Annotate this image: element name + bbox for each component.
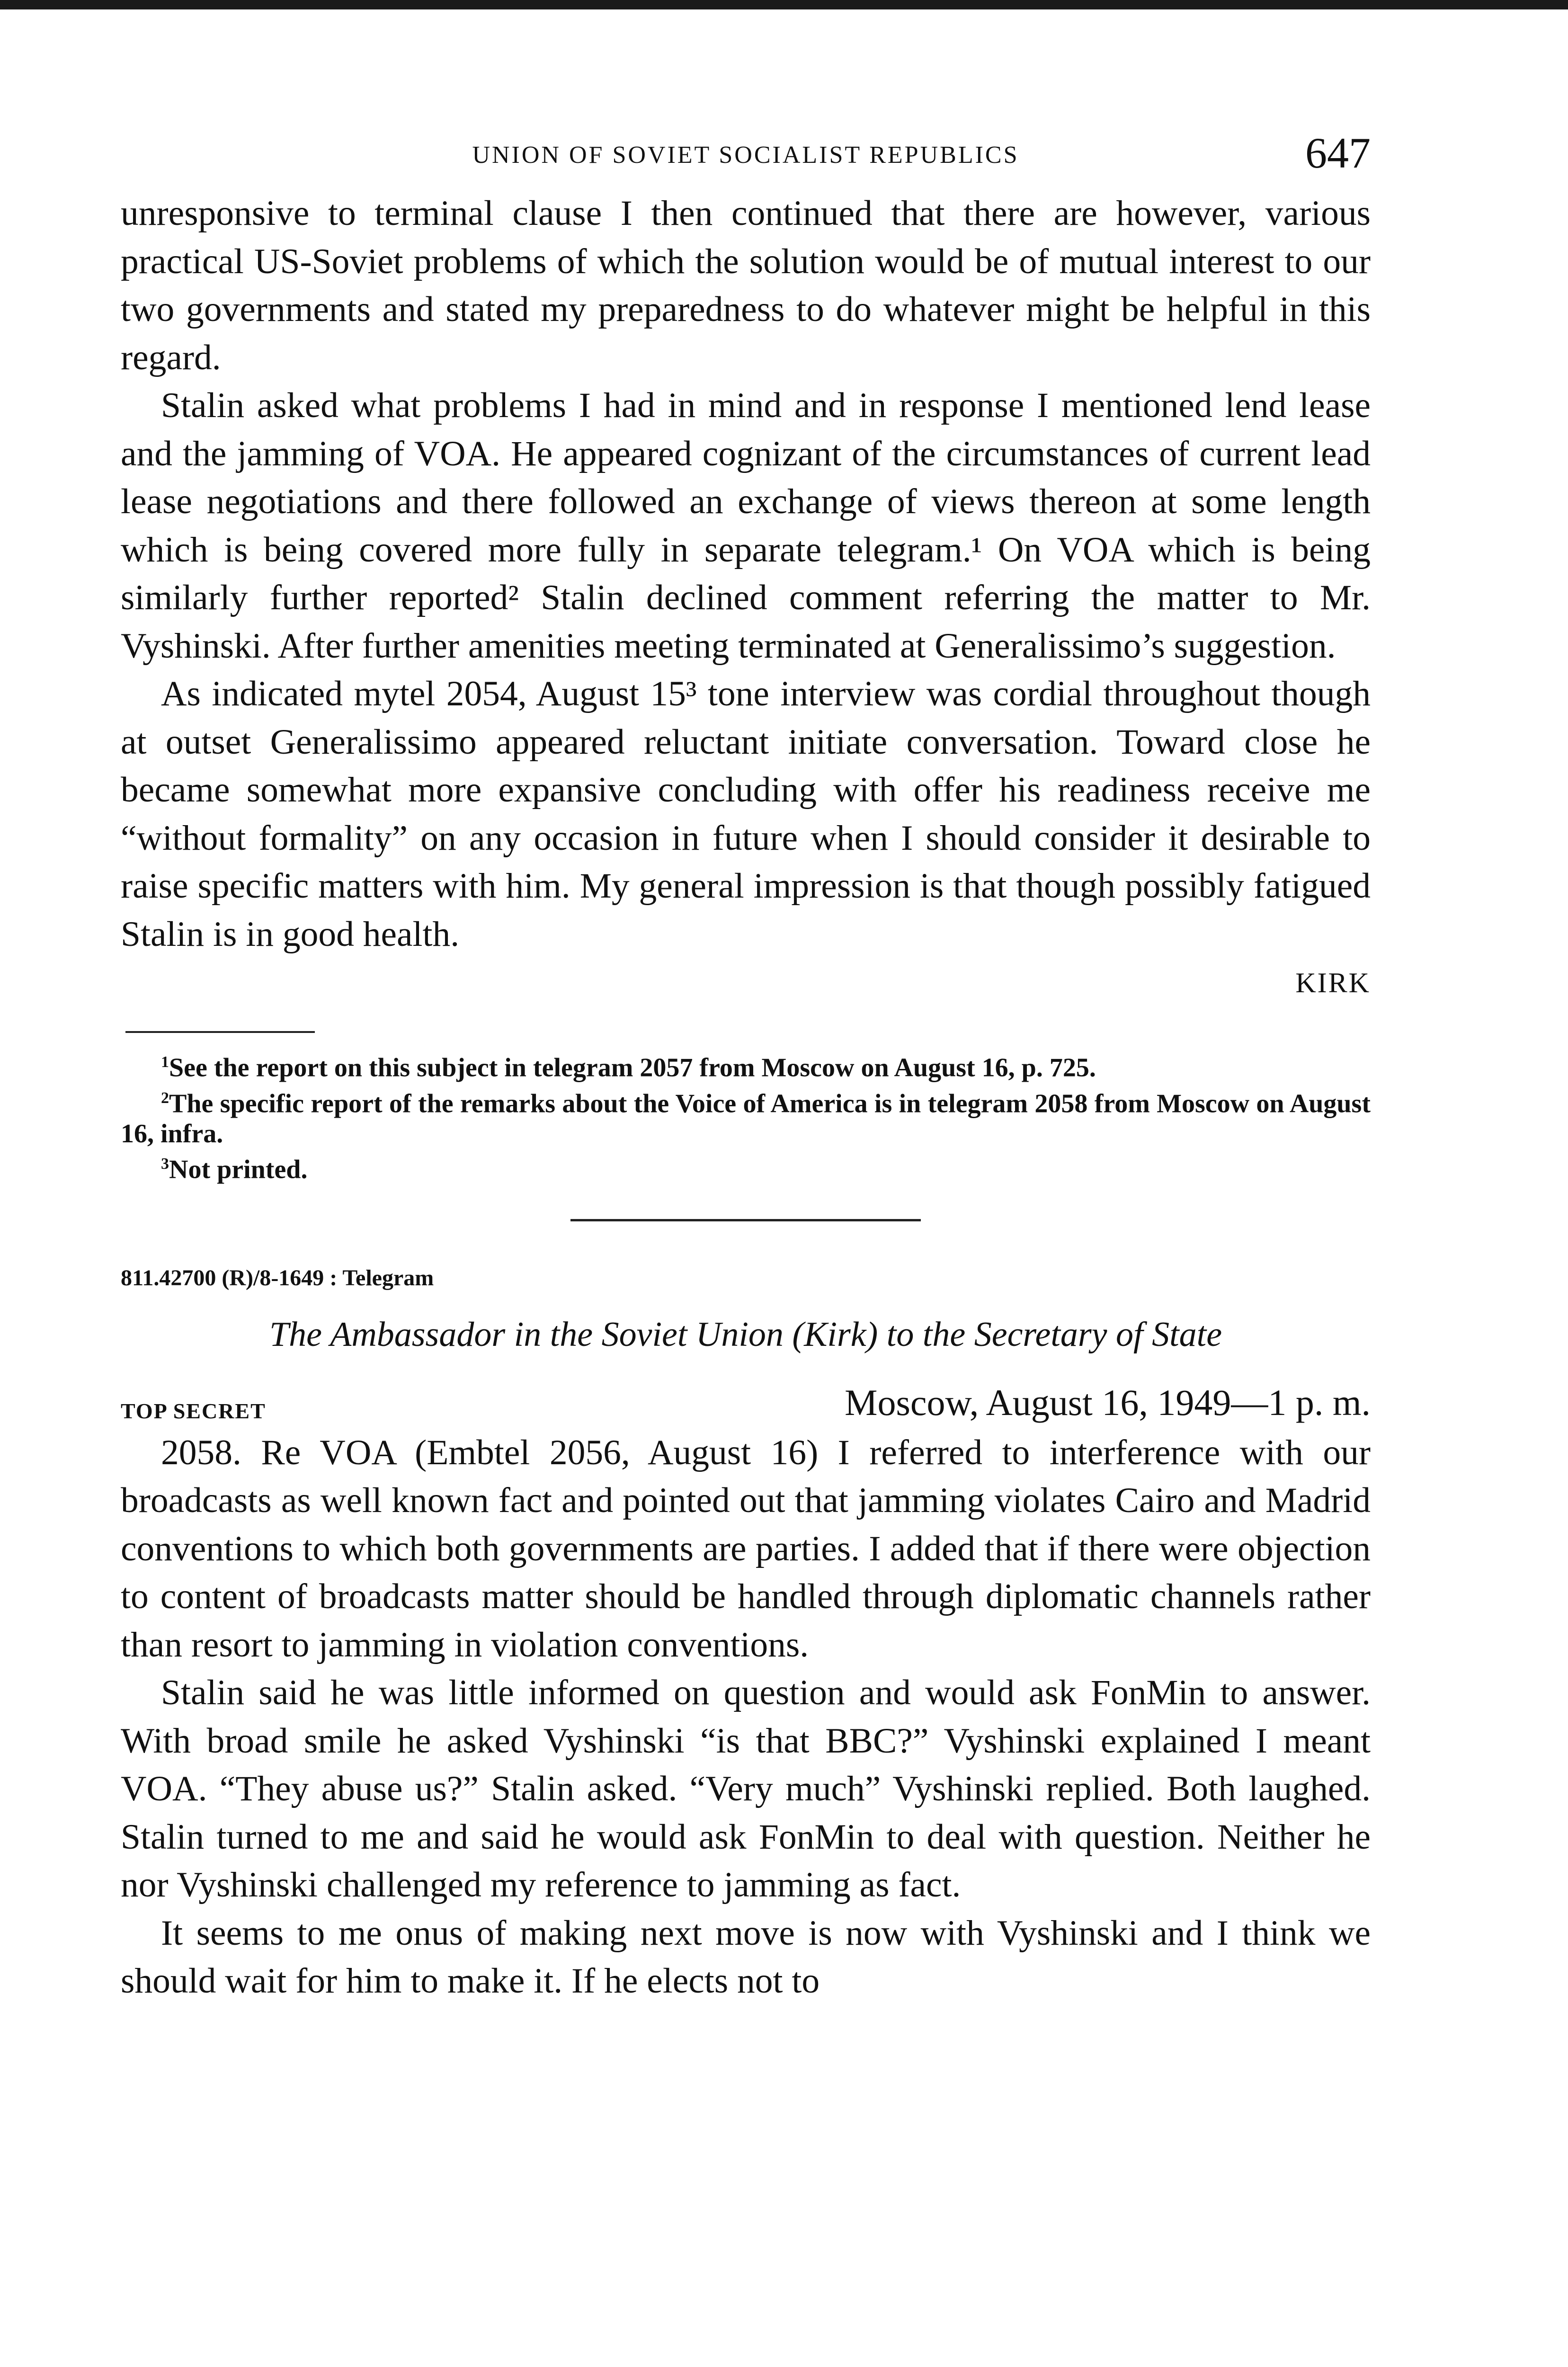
footnote [121, 1047, 1371, 1083]
top-border-rule [0, 0, 1568, 9]
body-paragraph: unresponsive to terminal clause I then continued that there are however, various practical US-Soviet problems of which the solution would be of mutual interest to our two governments and stated my preparedness to do whatever might be helpful in this regard. [121, 194, 1371, 377]
dateline-row [121, 1381, 1371, 1429]
footnote-text: Not printed. [169, 1155, 308, 1184]
body-paragraph: It seems to me onus of making next move is now with Vyshinski and I think we should wait for him to make it. If he elects not to [121, 1913, 1371, 2001]
signature: KIRK [1295, 967, 1371, 998]
file-number: 811.42700 (R)/8-1649 : Telegram [121, 1265, 434, 1290]
footnote [121, 1083, 1371, 1149]
body-paragraph: As indicated mytel 2054, August 15³ tone interview was cordial throughout though at outset Generalissimo appeared reluctant initiate conversation. Toward close he became somewhat more expansive concluding with offer his readiness receive me “without formality” on any occasion in future when I should consider it desirable to raise specific matters with him. My general impression is that though possibly fatigued Stalin is in good health. [121, 674, 1371, 954]
footnote-text: See the report on this subject in telegram 2057 from Moscow on August 16, p. 725. [169, 1053, 1096, 1083]
footnote [121, 1149, 1371, 1185]
running-head-title: UNION OF SOVIET SOCIALIST REPUBLICS [472, 142, 1019, 169]
footnote-marker: 1 [161, 1053, 169, 1071]
footnotes [121, 1047, 1371, 1185]
dateline: Moscow, August 16, 1949—1 p. m. [845, 1381, 1371, 1423]
footnote-marker: 3 [161, 1155, 169, 1173]
body-paragraph: Stalin asked what problems I had in mind and in response I mentioned lend lease and the jamming of VOA. He appeared cognizant of the circumstances of current lead lease negotiations and there followed an exchange of views thereon at some length which is being covered more fully in separate telegram.¹ On VOA which is being similarly further reported² Stalin declined comment referring the matter to Mr. Vyshinski. After further amenities meeting terminated at Generalissimo’s suggestion. [121, 386, 1371, 666]
classification-label: TOP SECRET [121, 1398, 266, 1423]
document-title: The Ambassador in the Soviet Union (Kirk) to the Secretary of State [269, 1315, 1222, 1354]
footnote-marker: 2 [161, 1089, 169, 1107]
body-paragraph: Stalin said he was little informed on question and would ask FonMin to answer. With broad smile he asked Vyshinski “is that BBC?” Vyshinski explained I meant VOA. “They abuse us?” Stalin asked. “Very much” Vyshinski replied. Both laughed. Stalin turned to me and said he would ask FonMin to deal with question. Neither he nor Vyshinski challenged my reference to jamming as fact. [121, 1673, 1371, 1905]
running-head [121, 128, 1371, 189]
footnote-rule [125, 1031, 315, 1033]
footnote-text: The specific report of the remarks about the Voice of America is in telegram 2058 from Moscow on August 16, infra. [121, 1089, 1371, 1149]
page-content [121, 128, 1371, 2005]
section-divider [570, 1219, 921, 1221]
page-number: 647 [1305, 129, 1371, 177]
body-paragraph: 2058. Re VOA (Embtel 2056, August 16) I referred to interference with our broadcasts as well known fact and pointed out that jamming violates Cairo and Madrid conventions to which both governments are parties. I added that if there were objection to content of broadcasts matter should be handled through diplomatic channels rather than resort to jamming in violation conventions. [121, 1433, 1371, 1664]
